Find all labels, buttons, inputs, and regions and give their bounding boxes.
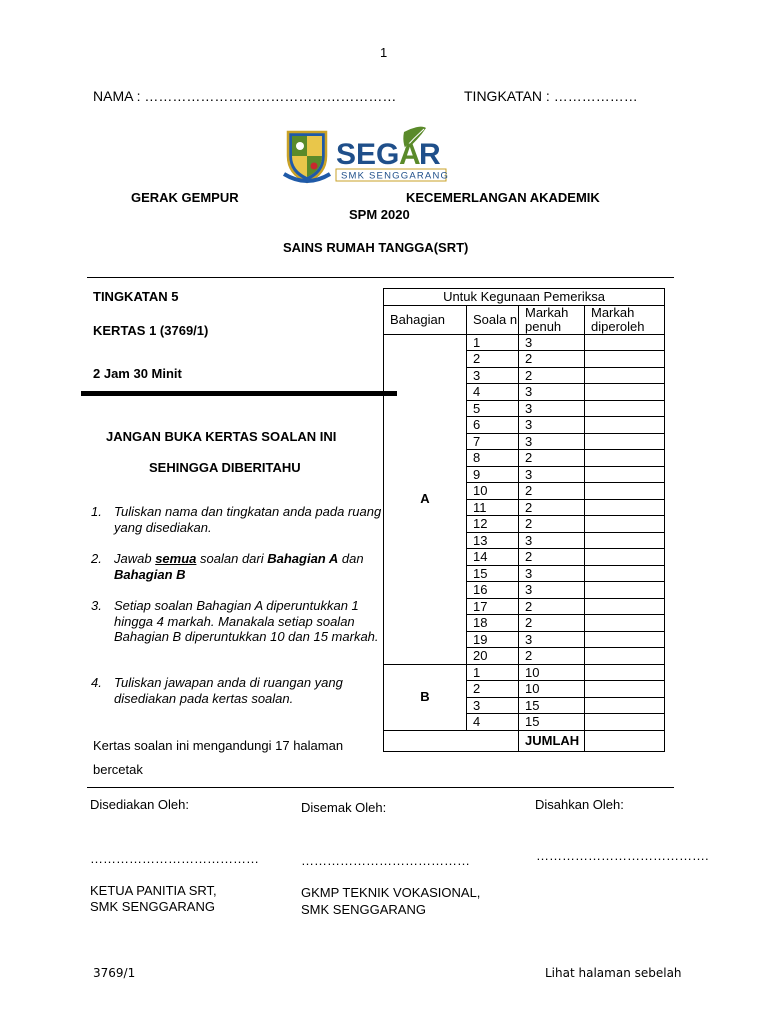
footer-code: 3769/1 [93, 966, 136, 980]
page-number: 1 [380, 45, 388, 60]
paper-kertas: KERTAS 1 (3769/1) [93, 323, 209, 338]
marks-obtained-cell[interactable] [585, 433, 665, 450]
marks-obtained-cell[interactable] [585, 334, 665, 351]
full-marks: 3 [519, 466, 585, 483]
table-row [384, 664, 665, 681]
marks-obtained-cell[interactable] [585, 697, 665, 714]
full-marks: 2 [519, 367, 585, 384]
question-number: 7 [467, 433, 519, 450]
question-number: 2 [467, 351, 519, 368]
pages-note-line-1: Kertas soalan ini mengandungi 17 halaman [93, 738, 344, 753]
footer-next-page: Lihat halaman sebelah [545, 966, 682, 980]
logo-brand-text: SEG [336, 138, 400, 171]
marks-obtained-cell[interactable] [585, 648, 665, 665]
marks-obtained-cell[interactable] [585, 483, 665, 500]
full-marks: 2 [519, 549, 585, 566]
marks-obtained-cell[interactable] [585, 615, 665, 632]
question-number: 1 [467, 664, 519, 681]
full-marks: 15 [519, 697, 585, 714]
warning-line-2: SEHINGGA DIBERITAHU [149, 460, 301, 475]
sig-approved-line[interactable]: …………………………………. [536, 848, 709, 863]
full-marks: 2 [519, 648, 585, 665]
sig-checked-label: Disemak Oleh: [301, 800, 387, 815]
pages-note-line-2: bercetak [93, 762, 143, 777]
full-marks: 3 [519, 417, 585, 434]
full-marks: 15 [519, 714, 585, 731]
marks-obtained-cell[interactable] [585, 582, 665, 599]
sig-approved-label: Disahkan Oleh: [535, 797, 624, 812]
marks-obtained-cell[interactable] [585, 450, 665, 467]
examiner-marks-table [383, 288, 665, 752]
school-crest-icon [278, 126, 448, 188]
sig-checked-role-2: SMK SENGGARANG [301, 902, 426, 917]
question-number: 2 [467, 681, 519, 698]
header-markah-penuh: Markah penuh [519, 305, 585, 334]
full-marks: 2 [519, 499, 585, 516]
question-number: 4 [467, 714, 519, 731]
full-marks: 2 [519, 351, 585, 368]
question-number: 10 [467, 483, 519, 500]
thick-divider [81, 391, 397, 396]
question-number: 4 [467, 384, 519, 401]
question-number: 12 [467, 516, 519, 533]
marks-obtained-cell[interactable] [585, 664, 665, 681]
section-b-label: B [384, 664, 467, 730]
instruction-1: 1. Tuliskan nama dan tingkatan anda pada ruang yang disediakan. [91, 504, 382, 535]
marks-obtained-cell[interactable] [585, 384, 665, 401]
title-spm: SPM 2020 [349, 207, 410, 222]
full-marks: 2 [519, 615, 585, 632]
section-a-label: A [384, 334, 467, 664]
svg-text:A: A [399, 138, 421, 171]
full-marks: 2 [519, 483, 585, 500]
total-label: JUMLAH [519, 730, 585, 751]
question-number: 5 [467, 400, 519, 417]
marks-obtained-cell[interactable] [585, 681, 665, 698]
full-marks: 3 [519, 582, 585, 599]
nama-field[interactable]: NAMA : ……………………………………………… [93, 88, 397, 104]
table-row [384, 334, 665, 351]
question-number: 14 [467, 549, 519, 566]
marks-obtained-cell[interactable] [585, 499, 665, 516]
marks-obtained-cell[interactable] [585, 532, 665, 549]
total-row [384, 730, 665, 751]
marks-obtained-cell[interactable] [585, 516, 665, 533]
subject-title: SAINS RUMAH TANGGA(SRT) [283, 240, 469, 255]
instruction-3: 3. Setiap soalan Bahagian A diperuntukkan 1 hingga 4 markah. Manakala setiap soalan Bahagian B diperuntukkan 10 dan 15 markah. [91, 598, 379, 644]
question-number: 3 [467, 367, 519, 384]
full-marks: 3 [519, 433, 585, 450]
full-marks: 2 [519, 598, 585, 615]
full-marks: 10 [519, 664, 585, 681]
question-number: 6 [467, 417, 519, 434]
question-number: 11 [467, 499, 519, 516]
sig-prepared-role-1: KETUA PANITIA SRT, [90, 883, 217, 898]
instruction-4: 4. Tuliskan jawapan anda di ruangan yang disediakan pada kertas soalan. [91, 675, 343, 706]
marks-obtained-cell[interactable] [585, 417, 665, 434]
table-title: Untuk Kegunaan Pemeriksa [384, 289, 665, 306]
logo-school-text: SMK SENGGARANG [341, 170, 448, 182]
question-number: 15 [467, 565, 519, 582]
question-number: 16 [467, 582, 519, 599]
sig-prepared-label: Disediakan Oleh: [90, 797, 189, 812]
paper-duration: 2 Jam 30 Minit [93, 366, 182, 381]
sig-checked-role-1: GKMP TEKNIK VOKASIONAL, [301, 885, 481, 900]
header-bahagian: Bahagian [384, 305, 467, 334]
full-marks: 2 [519, 450, 585, 467]
full-marks: 3 [519, 631, 585, 648]
title-kecemerlangan: KECEMERLANGAN AKADEMIK [406, 190, 600, 205]
full-marks: 10 [519, 681, 585, 698]
full-marks: 3 [519, 532, 585, 549]
paper-tingkatan: TINGKATAN 5 [93, 289, 179, 304]
total-blank-cell [384, 730, 519, 751]
marks-obtained-cell[interactable] [585, 466, 665, 483]
sig-prepared-role-2: SMK SENGGARANG [90, 899, 215, 914]
full-marks: 3 [519, 565, 585, 582]
marks-obtained-cell[interactable] [585, 598, 665, 615]
divider-top [87, 277, 674, 278]
marks-obtained-cell[interactable] [585, 351, 665, 368]
full-marks: 3 [519, 400, 585, 417]
divider-bottom [87, 787, 674, 788]
question-number: 18 [467, 615, 519, 632]
warning-line-1: JANGAN BUKA KERTAS SOALAN INI [106, 429, 337, 444]
instruction-2: 2. Jawab semua soalan dari Bahagian A dan Bahagian B [91, 551, 364, 582]
question-number: 20 [467, 648, 519, 665]
title-gerak-gempur: GERAK GEMPUR [131, 190, 239, 205]
question-number: 9 [467, 466, 519, 483]
question-number: 8 [467, 450, 519, 467]
marks-obtained-cell[interactable] [585, 565, 665, 582]
total-marks-cell[interactable] [585, 730, 665, 751]
svg-text:R: R [419, 138, 441, 171]
marks-obtained-cell[interactable] [585, 714, 665, 731]
tingkatan-field[interactable]: TINGKATAN : ……………… [464, 88, 638, 104]
full-marks: 2 [519, 516, 585, 533]
full-marks: 3 [519, 334, 585, 351]
marks-obtained-cell[interactable] [585, 549, 665, 566]
full-marks: 3 [519, 384, 585, 401]
marks-obtained-cell[interactable] [585, 400, 665, 417]
sig-checked-line[interactable]: ………………………………… [301, 853, 470, 868]
school-logo [278, 126, 448, 188]
header-soalan: Soala n [467, 305, 519, 334]
header-markah-diperoleh: Markah diperoleh [585, 305, 665, 334]
question-number: 19 [467, 631, 519, 648]
marks-obtained-cell[interactable] [585, 631, 665, 648]
question-number: 13 [467, 532, 519, 549]
question-number: 17 [467, 598, 519, 615]
marks-obtained-cell[interactable] [585, 367, 665, 384]
question-number: 1 [467, 334, 519, 351]
question-number: 3 [467, 697, 519, 714]
sig-prepared-line[interactable]: ………………………………… [90, 851, 259, 866]
